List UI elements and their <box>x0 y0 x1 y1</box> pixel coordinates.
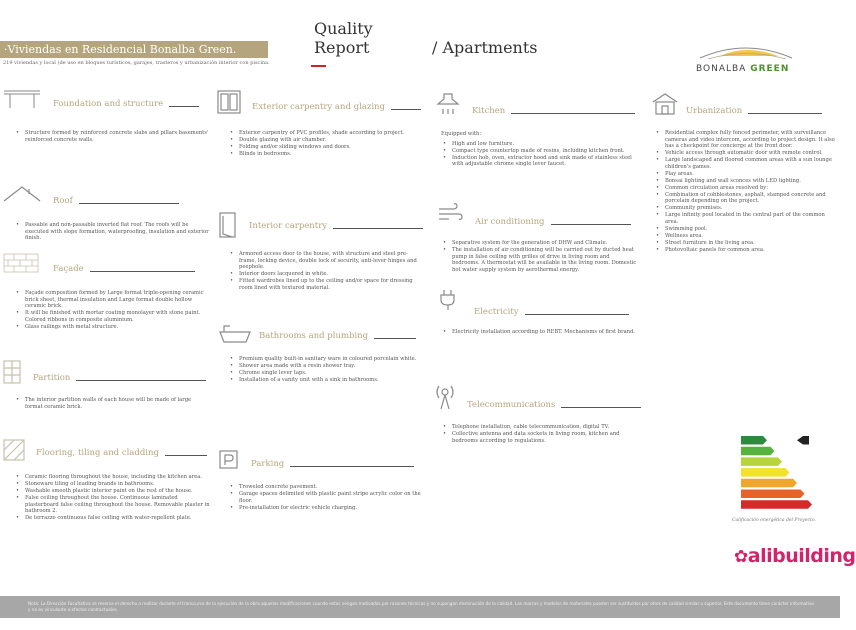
heading-rule <box>290 466 414 467</box>
list-item: • Passable and non-passable inverted flat roof. The roofs will be executed with slope formation, waterproofing, insulation and exterior finish. <box>14 222 210 242</box>
electricity-title: Electricity <box>474 307 519 317</box>
air-title: Air conditioning <box>475 217 545 227</box>
heading-rule <box>79 203 179 204</box>
bathrooms-heading <box>259 331 416 341</box>
heading-rule <box>169 106 199 107</box>
bathtub-icon <box>218 324 242 346</box>
list-item: • Structure formed by reinforced concrete slabs and pillars basements' reinforced concrete walls. <box>14 130 210 143</box>
list-item: • Chrome single lever taps. <box>228 370 424 377</box>
list-item: • Ceramic flooring throughout the house, including the kitchen area. <box>14 474 210 481</box>
list-item: • Vehicle access through automatic door with remote control. <box>654 150 836 157</box>
list-item: • The installation of air conditioning will be carried out by ducted heat pump in false ceiling with grilles of drive in living room and bedrooms. A thermostat will be available in the living room. Domestic hot water supply system by aerothermal energy. <box>441 247 637 273</box>
foundation-title: Foundation and structure <box>53 99 164 109</box>
interior-body <box>228 251 424 292</box>
window-icon <box>216 89 240 111</box>
list-item: • Combination of cobblestones, asphalt, stamped concrete and porcelain depending on the project. <box>654 192 836 205</box>
flooring-icon <box>2 438 26 460</box>
energy-bar <box>741 436 767 445</box>
partition-icon <box>2 359 26 381</box>
disclaimer-footer: Nota: La Dirección Facultativa se reserva el derecho a realizar durante el transcurso de la ejecución de la obra aquellas modificaciones cuando estas vengan motivadas por razones técnicas y no supongan disminución de la calidad. Las marcas y modelos de materiales pueden ser sustituidos por otros de calidad similar o superior. Este documento tiene carácter informativo y no es vinculante a efectos contractuales. <box>0 596 840 618</box>
list-item: • Installation of a vanity unit with a sink in bathrooms. <box>228 377 424 384</box>
air-heading <box>475 217 631 227</box>
logo-word-1: BONALBA <box>696 64 747 74</box>
list-item: • Blinds in bedrooms. <box>228 151 424 158</box>
list-item: • Garage spaces delimited with plastic paint stripe acrylic color on the floor. <box>228 491 424 504</box>
kitchen-hood-icon <box>435 92 459 114</box>
parking-body <box>228 484 424 512</box>
list-item: • Photovoltaic panels for common area. <box>654 247 836 254</box>
list-item: • De terrazzo continuous false ceiling with water-repellent plate. <box>14 515 210 522</box>
heading-rule <box>748 113 822 114</box>
exterior-body <box>228 130 424 158</box>
parking-title: Parking <box>251 459 285 469</box>
list-item: • Fitted wardrobes lined up to the ceiling and/or space for dressing room lined with textured material. <box>228 278 424 291</box>
heading-rule <box>511 113 635 114</box>
list-item: • High and low furniture. <box>441 141 637 148</box>
partition-title: Partition <box>33 373 71 383</box>
list-item: • Façade composition formed by Large format triple-opening ceramic brick sheet, thermal insulation and Large format double hollow ceramic brick. <box>14 290 210 310</box>
air-body <box>441 240 637 274</box>
list-item: • Armored access door to the house, with structure and steel pre-frame, locking device, double lock of security, anti-lever hinges and peephole. <box>228 251 424 271</box>
energy-bar <box>741 479 797 488</box>
alibuilding-logo <box>734 545 856 567</box>
partition-body <box>14 397 210 411</box>
report-title <box>314 19 373 57</box>
energy-bar <box>741 457 782 466</box>
heading-rule <box>165 455 207 456</box>
parking-icon <box>219 450 243 472</box>
flower-icon: ✿ <box>734 547 748 567</box>
brick-wall-icon <box>2 252 26 274</box>
project-subtitle: 219 viviendas y local (de uso en bloques turísticos, garajes, trasteros y urbanización interior con piscina. <box>3 60 270 66</box>
list-item: • Community premises. <box>654 205 836 212</box>
energy-bar <box>741 500 812 509</box>
facade-body <box>14 290 210 331</box>
list-item: • Washable smooth plastic interior paint on the rest of the house. <box>14 488 210 495</box>
energy-rating-arrow <box>797 436 809 445</box>
energy-bar <box>741 490 805 499</box>
heading-rule <box>374 338 416 339</box>
kitchen-heading <box>472 106 635 116</box>
logo-wordmark <box>696 64 789 74</box>
list-item: • Pre-installation for electric vehicle charging. <box>228 505 424 512</box>
heading-rule <box>551 224 631 225</box>
list-item: • It will be finished with mortar coating monolayer with stone paint. Colored ribbons in composite aluminium. <box>14 310 210 323</box>
telecom-heading <box>467 400 641 410</box>
list-item: • Exterior carpentry of PVC profiles, shade according to project. <box>228 130 424 137</box>
facade-title: Façade <box>53 264 84 274</box>
list-item: • Shower area made with a resin shower tray. <box>228 363 424 370</box>
electricity-body <box>441 329 637 336</box>
section-title: / Apartments <box>432 38 538 57</box>
heading-rule <box>525 314 629 315</box>
roof-icon <box>2 183 26 205</box>
list-item: • Premium quality built-in sanitary ware in coloured porcelain white. <box>228 356 424 363</box>
door-icon <box>218 211 242 233</box>
list-item: • Play areas. <box>654 171 836 178</box>
list-item: • Residential complex fully fenced perimeter, with surveillance cameras and video intercom, according to project design. It also has a checkpoint for concierge at the front door. <box>654 130 836 150</box>
list-item: • Telephone installation, cable telecommunication, digital TV. <box>441 424 637 431</box>
list-item: • Compact type countertop made of resins, including kitchen front. <box>441 148 637 155</box>
foundation-body <box>14 130 210 144</box>
flooring-body <box>14 474 210 522</box>
brand-name: alibuilding <box>747 545 856 567</box>
list-item: • Double glazing with air chamber. <box>228 137 424 144</box>
interior-heading <box>249 221 423 231</box>
parking-heading <box>251 459 414 469</box>
electricity-heading <box>474 307 629 317</box>
list-item: • Troweled concrete pavement. <box>228 484 424 491</box>
logo-word-2: GREEN <box>750 64 790 74</box>
partition-heading <box>33 373 206 383</box>
exterior-heading <box>252 102 421 112</box>
exterior-title: Exterior carpentry and glazing <box>252 102 385 112</box>
list-item: • Interior doors lacquered in white. <box>228 271 424 278</box>
flooring-title: Flooring, tiling and cladding <box>36 448 159 458</box>
kitchen-body <box>441 131 637 168</box>
list-item: • Electricity installation according to REBT. Mechanisms of first brand. <box>441 329 637 336</box>
telecom-body <box>441 424 637 445</box>
list-item: • Street furniture in the living area. <box>654 240 836 247</box>
list-item: • Wellness area. <box>654 233 836 240</box>
urbanization-title: Urbanization <box>686 106 743 116</box>
project-title: ·Viviendas en Residencial Bonalba Green. <box>0 41 268 58</box>
list-item: • False ceiling throughout the house. Continuous laminated plasterboard false ceiling throughout the house. Removable plaster in bathroom 2. <box>14 495 210 515</box>
heading-rule <box>333 228 423 229</box>
urbanization-body <box>654 130 836 254</box>
flooring-heading <box>36 448 207 458</box>
report-title-line1: Quality <box>314 19 373 38</box>
list-item: • Large landscaped and floored common areas with a sun lounge children's games. <box>654 157 836 170</box>
antenna-icon <box>434 383 458 405</box>
list-item: • Common circulation areas resolved by: <box>654 185 836 192</box>
plug-icon <box>438 288 462 310</box>
list-item: • Large infinity pool located in the central part of the common area. <box>654 212 836 225</box>
kitchen-intro: Equipped with: <box>441 131 482 137</box>
heading-rule <box>391 109 421 110</box>
bathrooms-body <box>228 356 424 384</box>
interior-title: Interior carpentry <box>249 221 328 231</box>
bonalba-logo <box>690 36 802 78</box>
telecom-title: Telecommunications <box>467 400 556 410</box>
energy-bar <box>741 468 790 477</box>
energy-caption: Calificación energética del Proyecto. <box>732 518 816 523</box>
list-item: • The interior partition walls of each house will be made of large format ceramic brick. <box>14 397 210 410</box>
report-title-line2: Report <box>314 38 370 57</box>
roof-body <box>14 222 210 242</box>
facade-heading <box>53 264 195 274</box>
energy-rating-label <box>739 434 809 514</box>
air-flow-icon <box>437 203 461 225</box>
bathrooms-title: Bathrooms and plumbing <box>259 331 369 341</box>
heading-rule <box>90 271 195 272</box>
list-item: • Swimming pool. <box>654 226 836 233</box>
list-item: • Stoneware tiling of leading brands in bathrooms. <box>14 481 210 488</box>
structure-icon <box>2 88 26 110</box>
list-item: • Bonsai lighting and wall sconces with LED lighting. <box>654 178 836 185</box>
list-item: • Collective antenna and data sockets in living room, kitchen and bedrooms according to regulations. <box>441 431 637 444</box>
list-item: • Separative system for the generation of DHW and Climate. <box>441 240 637 247</box>
list-item: • Induction hob, oven, extractor hood and sink made of stainless steel with adjustable chrome single lever faucet. <box>441 155 637 168</box>
roof-heading <box>53 196 179 206</box>
heading-rule <box>561 407 641 408</box>
energy-bar <box>741 447 775 456</box>
roof-title: Roof <box>53 196 73 206</box>
list-item: • Glass railings with metal structure. <box>14 324 210 331</box>
kitchen-title: Kitchen <box>472 106 506 116</box>
list-item: • Folding and/or sliding windows and doors. <box>228 144 424 151</box>
foundation-heading <box>53 99 199 109</box>
heading-rule <box>76 380 206 381</box>
sun-arc-icon <box>690 36 802 64</box>
accent-dash <box>311 65 326 67</box>
urbanization-icon <box>651 92 675 114</box>
urbanization-heading <box>686 106 822 116</box>
